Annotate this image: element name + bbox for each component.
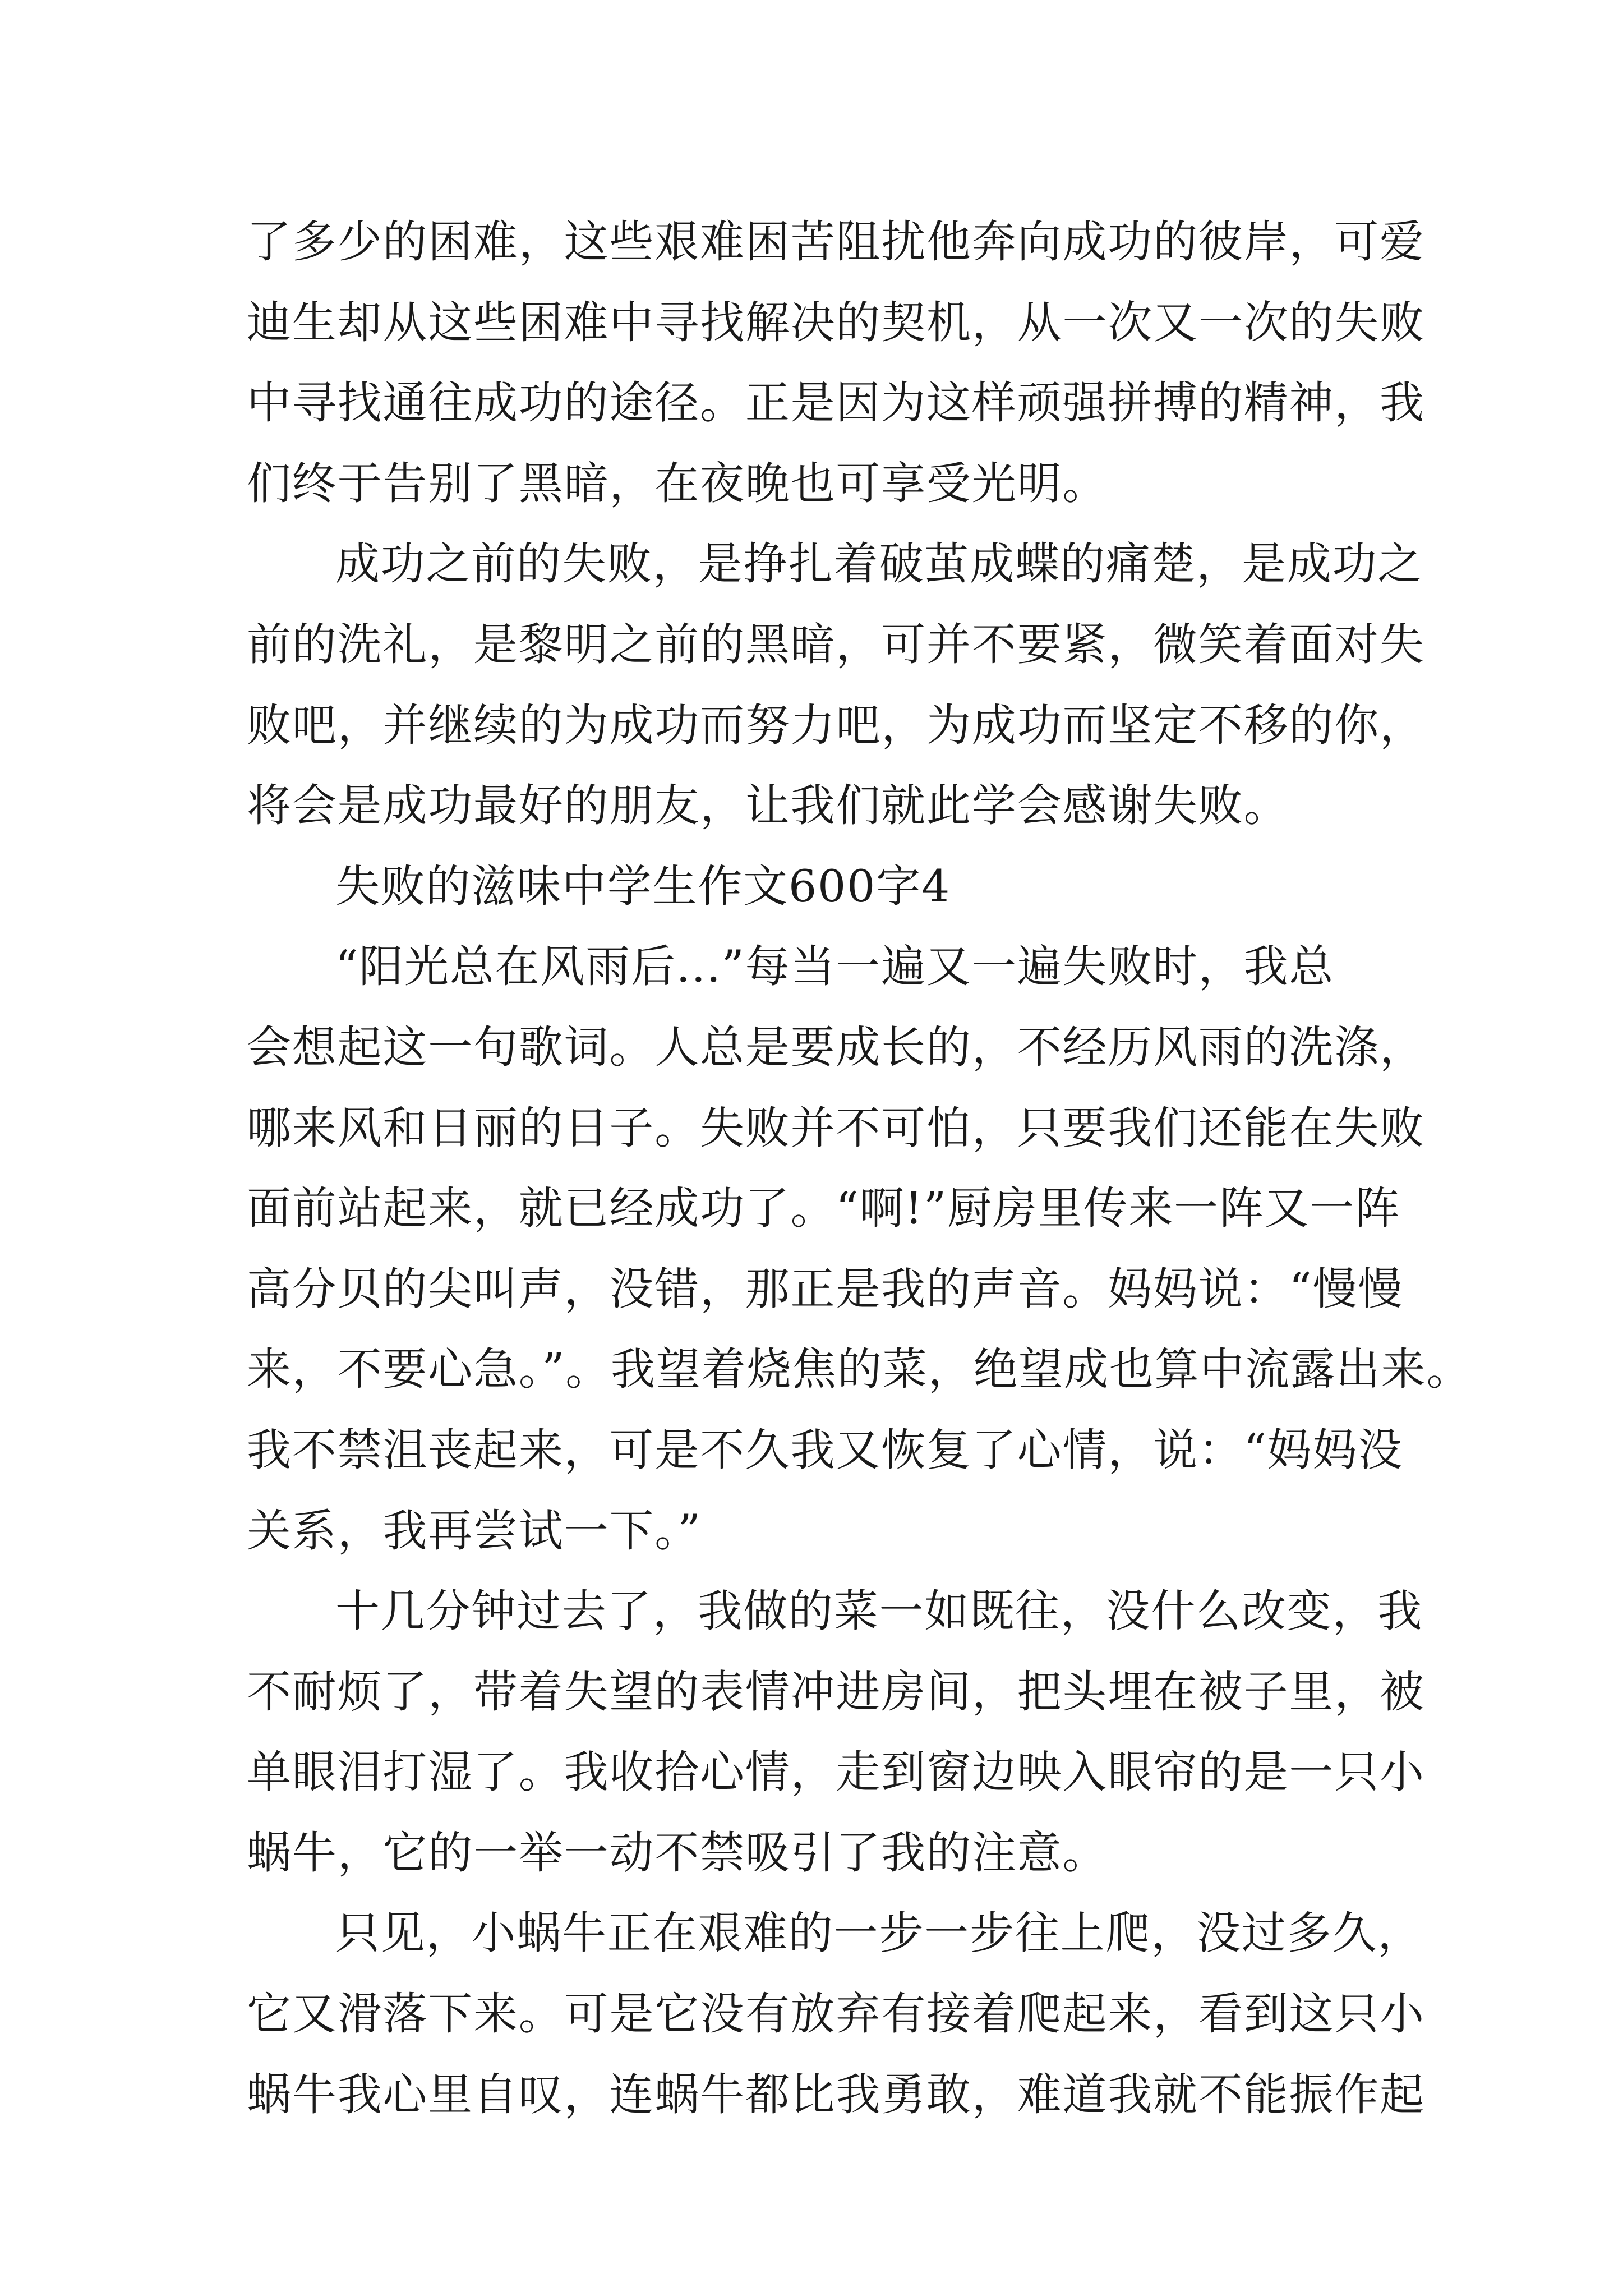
text-line: 将会是成功最好的朋友，让我们就此学会感谢失败。	[247, 780, 1289, 832]
text-line: 蜗牛我心里自叹，连蜗牛都比我勇敢，难道我就不能振作起	[247, 2068, 1425, 2120]
text-line: 失败的滋味中学生作文600字4	[335, 860, 951, 912]
text-line: 关系，我再尝试一下。”	[247, 1504, 702, 1557]
text-line: 成功之前的失败，是挣扎着破茧成蝶的痛楚，是成功之	[335, 538, 1423, 590]
text-line: 不耐烦了，带着失望的表情冲进房间，把头埋在被子里，被	[247, 1665, 1425, 1718]
text-line: 败吧，并继续的为成功而努力吧，为成功而坚定不移的你，	[247, 699, 1425, 751]
text-line: 前的洗礼，是黎明之前的黑暗，可并不要紧，微笑着面对失	[247, 618, 1425, 670]
document-page	[247, 202, 1472, 2135]
text-line: 面前站起来，就已经成功了。“啊!”厨房里传来一阵又一阵	[247, 1182, 1401, 1235]
text-line: 它又滑落下来。可是它没有放弃有接着爬起来，看到这只小	[247, 1988, 1425, 2040]
text-line: 哪来风和日丽的日子。失败并不可怕，只要我们还能在失败	[247, 1102, 1425, 1154]
text-line: 中寻找通往成功的途径。正是因为这样顽强拼搏的精神，我	[247, 377, 1425, 429]
text-line: 只见，小蜗牛正在艰难的一步一步往上爬，没过多久，	[335, 1907, 1423, 1959]
text-line: 高分贝的尖叫声，没错，那正是我的声音。妈妈说：“慢慢	[247, 1263, 1404, 1315]
text-line: 单眼泪打湿了。我收拾心情，走到窗边映入眼帘的是一只小	[247, 1746, 1425, 1798]
text-line: 迪生却从这些困难中寻找解决的契机，从一次又一次的失败	[247, 296, 1425, 348]
text-line: 会想起这一句歌词。人总是要成长的，不经历风雨的洗涤，	[247, 1021, 1425, 1073]
text-line: 们终于告别了黑暗，在夜晚也可享受光明。	[247, 457, 1108, 509]
text-line: 了多少的困难，这些艰难困苦阻扰他奔向成功的彼岸，可爱	[247, 216, 1425, 268]
text-line: 我不禁沮丧起来，可是不久我又恢复了心情，说：“妈妈没	[247, 1424, 1404, 1476]
text-line: “阳光总在风雨后...”每当一遍又一遍失败时，我总	[335, 941, 1335, 993]
text-line: 十几分钟过去了，我做的菜一如既往，没什么改变，我	[335, 1585, 1423, 1637]
text-line: 蜗牛，它的一举一动不禁吸引了我的注意。	[247, 1826, 1108, 1879]
text-line: 来，不要心急。”。我望着烧焦的菜，绝望成也算中流露出来。	[247, 1343, 1472, 1396]
